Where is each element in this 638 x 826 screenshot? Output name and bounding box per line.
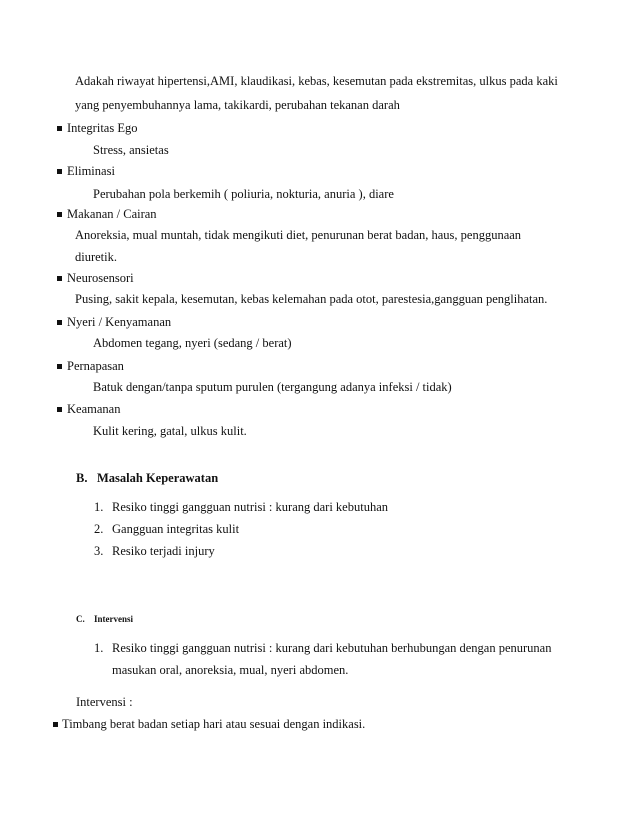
bullet-text: Timbang berat badan setiap hari atau sesuai dengan indikasi. [62,717,366,731]
list-number: 1. [94,641,104,655]
item-heading: Keamanan [67,402,121,416]
item-text: Pusing, sakit kepala, kesemutan, kebas kelemahan pada otot, parestesia,gangguan penglihatan. [75,292,548,306]
square-bullet-icon [57,364,62,369]
item-heading: Integritas Ego [67,121,138,135]
section-title: Intervensi [94,614,133,624]
item-text: Batuk dengan/tanpa sputum purulen (tergangung adanya infeksi / tidak) [93,380,452,394]
list-item-continuation: masukan oral, anoreksia, mual, nyeri abdomen. [112,663,349,677]
item-heading: Neurosensori [67,271,134,285]
item-text: Abdomen tegang, nyeri (sedang / berat) [93,336,292,350]
list-item: Resiko tinggi gangguan nutrisi : kurang dari kebutuhan [112,500,388,514]
list-number: 2. [94,522,104,536]
section-title: Masalah Keperawatan [97,471,219,485]
list-number: 3. [94,544,104,558]
item-heading: Makanan / Cairan [67,207,157,221]
square-bullet-icon [57,407,62,412]
list-item: Resiko terjadi injury [112,544,215,558]
paragraph-line: yang penyembuhannya lama, takikardi, perubahan tekanan darah [75,98,400,112]
square-bullet-icon [57,276,62,281]
section-marker: B. [76,471,88,485]
paragraph-line: Adakah riwayat hipertensi,AMI, klaudikasi, kebas, kesemutan pada ekstremitas, ulkus pada kaki [75,74,558,88]
section-marker: C. [76,614,85,624]
item-text: Perubahan pola berkemih ( poliuria, nokturia, anuria ), diare [93,187,394,201]
square-bullet-icon [57,169,62,174]
list-item: Gangguan integritas kulit [112,522,240,536]
item-text: Stress, ansietas [93,143,169,157]
item-text: diuretik. [75,250,118,264]
list-item: Resiko tinggi gangguan nutrisi : kurang dari kebutuhan berhubungan dengan penurunan [112,641,552,655]
item-heading: Pernapasan [67,359,124,373]
item-heading: Eliminasi [67,164,115,178]
item-text: Anoreksia, mual muntah, tidak mengikuti diet, penurunan berat badan, haus, penggunaan [75,228,522,242]
square-bullet-icon [57,126,62,131]
item-heading: Nyeri / Kenyamanan [67,315,172,329]
item-text: Kulit kering, gatal, ulkus kulit. [93,424,247,438]
square-bullet-icon [57,320,62,325]
intervensi-label: Intervensi : [76,695,133,709]
list-number: 1. [94,500,104,514]
square-bullet-icon [57,212,62,217]
square-bullet-icon [53,722,58,727]
